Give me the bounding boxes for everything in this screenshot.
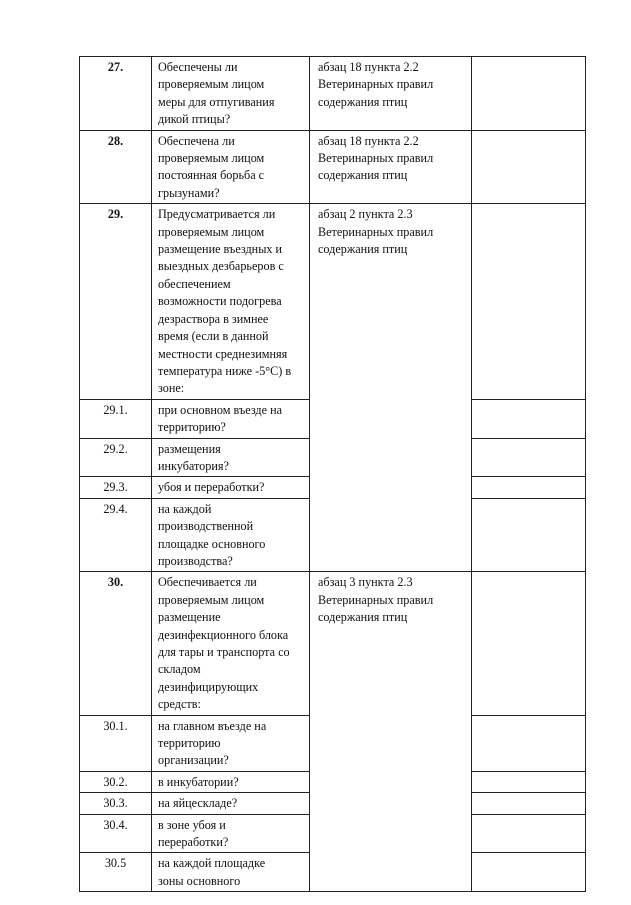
question-line: возможности подогрева [158, 294, 282, 309]
question-cell [152, 204, 310, 399]
question-line: меры для отпугивания [158, 94, 275, 109]
question-cell [152, 814, 310, 853]
item-number: 30. [80, 572, 152, 715]
question-line: проверяемым лицом [158, 77, 265, 92]
question-line: местности среднезимняя [158, 346, 288, 361]
item-number: 30.1. [80, 715, 152, 771]
answer-cell [472, 793, 586, 814]
reference-line: абзац 18 пункта 2.2 [318, 133, 419, 148]
question-line: на главном въезде на [158, 718, 267, 733]
question-line: в зоне убоя и [158, 817, 226, 832]
item-number: 28. [80, 130, 152, 204]
item-number: 27. [80, 57, 152, 131]
question-cell [152, 572, 310, 715]
item-number: 30.2. [80, 771, 152, 792]
item-number: 30.5 [80, 853, 152, 892]
checklist-body [80, 57, 586, 892]
question-line: на яйцескладе? [158, 796, 238, 811]
question-line: организации? [158, 753, 229, 768]
question-line: убоя и переработки? [158, 480, 265, 495]
question-line: дезинфицирующих [158, 679, 259, 694]
question-line: складом [158, 662, 201, 677]
question-line: дезраствора в зимнее [158, 311, 269, 326]
reference-line: абзац 2 пункта 2.3 [318, 207, 413, 222]
answer-cell [472, 204, 586, 399]
question-line: размещение въездных и [158, 242, 283, 257]
reference-line: Ветеринарных правил [318, 592, 434, 607]
item-number: 29.1. [80, 399, 152, 438]
question-cell [152, 477, 310, 498]
question-cell [152, 498, 310, 572]
question-cell [152, 438, 310, 477]
answer-cell [472, 572, 586, 715]
question-line: грызунами? [158, 185, 220, 200]
question-line: площадке основного [158, 536, 266, 551]
question-cell [152, 715, 310, 771]
question-line: зоне: [158, 381, 185, 396]
question-line: зоны основного [158, 873, 241, 888]
question-line: в инкубатории? [158, 774, 239, 789]
question-line: территорию [158, 736, 221, 751]
question-line: выездных дезбарьеров с [158, 259, 284, 274]
question-line: проверяемым лицом [158, 224, 265, 239]
answer-cell [472, 498, 586, 572]
item-number: 30.4. [80, 814, 152, 853]
table-row [80, 572, 586, 715]
question-cell [152, 771, 310, 792]
question-line: Обеспечена ли [158, 133, 235, 148]
question-line: размещение [158, 610, 221, 625]
answer-cell [472, 715, 586, 771]
question-line: переработки? [158, 835, 229, 850]
reference-line: Ветеринарных правил [318, 224, 434, 239]
question-cell [152, 57, 310, 131]
question-line: средств: [158, 697, 201, 712]
reference-cell [310, 130, 472, 204]
answer-cell [472, 477, 586, 498]
answer-cell [472, 130, 586, 204]
reference-line: содержания птиц [318, 168, 408, 183]
reference-cell [310, 204, 472, 572]
question-line: дезинфекционного блока [158, 627, 289, 642]
reference-line: содержания птиц [318, 242, 408, 257]
reference-line: содержания птиц [318, 610, 408, 625]
question-line: время (если в данной [158, 329, 269, 344]
reference-line: Ветеринарных правил [318, 77, 434, 92]
question-line: территорию? [158, 420, 226, 435]
item-number: 29.3. [80, 477, 152, 498]
answer-cell [472, 771, 586, 792]
question-line: на каждой [158, 501, 212, 516]
question-line: Предусматривается ли [158, 207, 276, 222]
answer-cell [472, 438, 586, 477]
question-line: инкубатория? [158, 458, 229, 473]
item-number: 29. [80, 204, 152, 399]
question-cell [152, 399, 310, 438]
table-row [80, 57, 586, 131]
question-line: Обеспечены ли [158, 60, 238, 74]
reference-cell [310, 57, 472, 131]
question-line: проверяемым лицом [158, 592, 265, 607]
item-number: 29.4. [80, 498, 152, 572]
reference-cell [310, 572, 472, 892]
table-row [80, 130, 586, 204]
item-number: 29.2. [80, 438, 152, 477]
answer-cell [472, 57, 586, 131]
question-line: дикой птицы? [158, 112, 231, 127]
question-line: при основном въезде на [158, 402, 282, 417]
reference-line: абзац 18 пункта 2.2 [318, 60, 419, 74]
checklist-table [79, 56, 586, 892]
answer-cell [472, 853, 586, 892]
reference-line: Ветеринарных правил [318, 151, 434, 166]
question-line: проверяемым лицом [158, 151, 265, 166]
question-line: для тары и транспорта со [158, 645, 290, 659]
question-line: производственной [158, 519, 254, 534]
reference-line: абзац 3 пункта 2.3 [318, 575, 413, 590]
table-row [80, 204, 586, 399]
answer-cell [472, 814, 586, 853]
question-line: постоянная борьба с [158, 168, 265, 183]
question-cell [152, 853, 310, 892]
question-cell [152, 793, 310, 814]
answer-cell [472, 399, 586, 438]
reference-line: содержания птиц [318, 94, 408, 109]
item-number: 30.3. [80, 793, 152, 814]
question-line: размещения [158, 441, 221, 456]
question-cell [152, 130, 310, 204]
question-line: температура ниже -5°C) в [158, 363, 292, 378]
question-line: обеспечением [158, 276, 231, 291]
question-line: Обеспечивается ли [158, 575, 257, 590]
question-line: производства? [158, 553, 233, 568]
question-line: на каждой площадке [158, 856, 266, 871]
